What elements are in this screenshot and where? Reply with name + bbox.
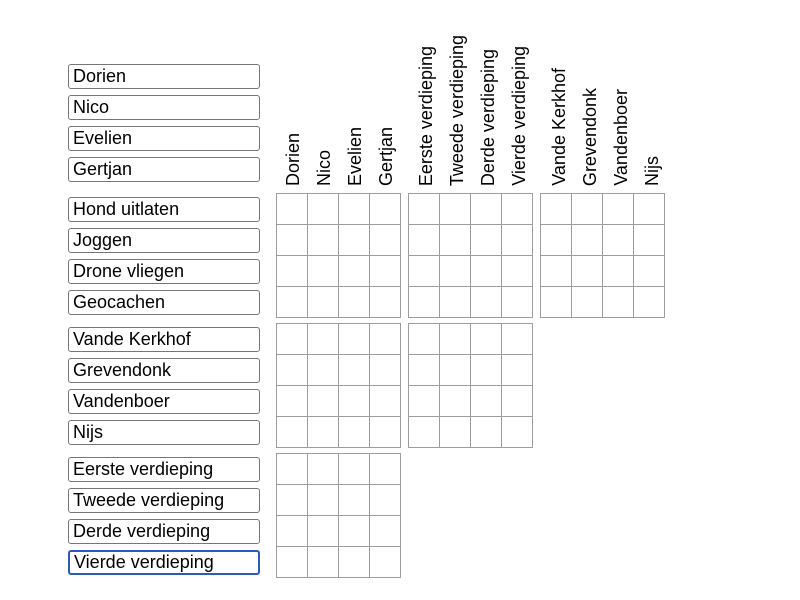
grid-cell[interactable]	[471, 287, 502, 318]
column-headers	[276, 0, 667, 186]
grid-cell[interactable]	[502, 256, 533, 287]
grid-cell[interactable]	[502, 386, 533, 417]
column-header-surnames-0: Vande Kerkhof	[548, 68, 569, 186]
grid-cell[interactable]	[370, 287, 401, 318]
grid-cell[interactable]	[541, 256, 572, 287]
column-header-slot	[370, 127, 401, 186]
column-header-slot	[574, 68, 605, 186]
grid-block-activities-floors	[408, 193, 533, 318]
grid-cell[interactable]	[409, 287, 440, 318]
grid-cell[interactable]	[370, 386, 401, 417]
label-input-names-1[interactable]	[68, 95, 260, 120]
column-header-surnames-2: Vandenboer	[610, 89, 631, 186]
grid-cell[interactable]	[308, 256, 339, 287]
grid-cell[interactable]	[339, 225, 370, 256]
grid-cell[interactable]	[502, 355, 533, 386]
column-header-slot	[339, 127, 370, 186]
grid-cell[interactable]	[370, 324, 401, 355]
grid-cell[interactable]	[308, 516, 339, 547]
column-header-slot	[472, 35, 503, 186]
header-group-names	[276, 127, 401, 186]
grid-cell[interactable]	[502, 225, 533, 256]
column-header-floors-3: Vierde verdieping	[508, 46, 529, 186]
grid-cell[interactable]	[409, 256, 440, 287]
column-header-surnames-3: Nijs	[641, 156, 662, 186]
column-header-slot	[441, 35, 472, 186]
block-row-activities	[276, 193, 665, 318]
grid-cell[interactable]	[370, 454, 401, 485]
grid-cell[interactable]	[339, 355, 370, 386]
column-header-names-1: Nico	[313, 149, 334, 186]
grid-cell[interactable]	[634, 225, 665, 256]
grid-cell[interactable]	[440, 417, 471, 448]
grid-cell[interactable]	[603, 225, 634, 256]
column-header-slot	[636, 68, 667, 186]
label-input-names-2[interactable]	[68, 126, 260, 151]
grid-cell[interactable]	[603, 287, 634, 318]
grid-cell[interactable]	[471, 355, 502, 386]
column-header-floors-2: Derde verdieping	[477, 48, 498, 186]
row-labels-activities	[68, 193, 260, 315]
column-header-slot	[605, 68, 636, 186]
grid-cell[interactable]	[409, 225, 440, 256]
grid-cell[interactable]	[541, 287, 572, 318]
grid-cell[interactable]	[370, 417, 401, 448]
grid-cell[interactable]	[339, 386, 370, 417]
grid-cell[interactable]	[277, 355, 308, 386]
grid-cell[interactable]	[308, 386, 339, 417]
grid-cell[interactable]	[440, 194, 471, 225]
grid-cell[interactable]	[339, 256, 370, 287]
grid-block-surnames-names	[276, 323, 401, 448]
grid-body	[0, 193, 665, 583]
column-header-slot	[543, 68, 574, 186]
grid-cell[interactable]	[308, 355, 339, 386]
label-input-surnames-3[interactable]	[68, 420, 260, 445]
grid-cell[interactable]	[440, 225, 471, 256]
label-input-surnames-0[interactable]	[68, 327, 260, 352]
grid-cell[interactable]	[409, 417, 440, 448]
column-header-slot	[308, 127, 339, 186]
grid-cell[interactable]	[409, 194, 440, 225]
label-input-floors-2[interactable]	[68, 519, 260, 544]
label-input-floors-1[interactable]	[68, 488, 260, 513]
grid-cell[interactable]	[572, 287, 603, 318]
label-input-names-3[interactable]	[68, 157, 260, 182]
grid-cell[interactable]	[308, 287, 339, 318]
column-header-names-2: Evelien	[344, 126, 365, 186]
column-header-floors-0: Eerste verdieping	[415, 45, 436, 186]
grid-cell[interactable]	[502, 287, 533, 318]
column-header-slot	[277, 127, 308, 186]
grid-cell[interactable]	[370, 485, 401, 516]
column-header-names-0: Dorien	[282, 132, 303, 186]
grid-cell[interactable]	[409, 324, 440, 355]
grid-cell[interactable]	[471, 256, 502, 287]
label-input-floors-3[interactable]	[68, 550, 260, 575]
grid-cell[interactable]	[440, 386, 471, 417]
grid-cell[interactable]	[277, 454, 308, 485]
grid-cell[interactable]	[572, 225, 603, 256]
label-input-surnames-2[interactable]	[68, 389, 260, 414]
grid-cell[interactable]	[572, 194, 603, 225]
label-input-activities-2[interactable]	[68, 259, 260, 284]
grid-cell[interactable]	[339, 324, 370, 355]
grid-cell[interactable]	[339, 194, 370, 225]
grid-cell[interactable]	[277, 516, 308, 547]
grid-cell[interactable]	[277, 417, 308, 448]
grid-cell[interactable]	[370, 355, 401, 386]
grid-cell[interactable]	[370, 225, 401, 256]
grid-cell[interactable]	[603, 194, 634, 225]
column-header-surnames-1: Grevendonk	[579, 87, 600, 186]
grid-cell[interactable]	[409, 386, 440, 417]
grid-cell[interactable]	[277, 225, 308, 256]
grid-cell[interactable]	[339, 547, 370, 578]
row-labels-floors	[68, 453, 260, 575]
grid-cell[interactable]	[541, 194, 572, 225]
grid-cell[interactable]	[308, 417, 339, 448]
grid-cell[interactable]	[541, 225, 572, 256]
column-header-names-3: Gertjan	[375, 126, 396, 186]
row-group-activities	[0, 193, 665, 318]
label-input-floors-0[interactable]	[68, 457, 260, 482]
header-group-floors	[409, 35, 534, 186]
grid-cell[interactable]	[502, 324, 533, 355]
grid-cell[interactable]	[308, 547, 339, 578]
grid-cell[interactable]	[277, 485, 308, 516]
grid-cell[interactable]	[634, 287, 665, 318]
grid-cell[interactable]	[308, 324, 339, 355]
grid-block-activities-names	[276, 193, 401, 318]
grid-cell[interactable]	[370, 256, 401, 287]
grid-block-surnames-floors	[408, 323, 533, 448]
block-row-floors	[276, 453, 401, 578]
grid-cell[interactable]	[277, 287, 308, 318]
grid-cell[interactable]	[471, 194, 502, 225]
grid-cell[interactable]	[440, 355, 471, 386]
grid-cell[interactable]	[634, 194, 665, 225]
header-group-surnames	[542, 68, 667, 186]
label-input-activities-3[interactable]	[68, 290, 260, 315]
grid-cell[interactable]	[339, 417, 370, 448]
grid-cell[interactable]	[409, 355, 440, 386]
grid-cell[interactable]	[370, 516, 401, 547]
grid-cell[interactable]	[339, 485, 370, 516]
column-header-floors-1: Tweede verdieping	[446, 34, 467, 186]
row-labels-surnames	[68, 323, 260, 445]
grid-block-floors-names	[276, 453, 401, 578]
grid-cell[interactable]	[502, 417, 533, 448]
grid-cell[interactable]	[308, 194, 339, 225]
grid-cell[interactable]	[502, 194, 533, 225]
column-header-slot	[503, 35, 534, 186]
label-input-surnames-1[interactable]	[68, 358, 260, 383]
grid-cell[interactable]	[308, 225, 339, 256]
block-row-surnames	[276, 323, 533, 448]
grid-block-activities-surnames	[540, 193, 665, 318]
grid-cell[interactable]	[440, 256, 471, 287]
grid-cell[interactable]	[471, 417, 502, 448]
grid-cell[interactable]	[603, 256, 634, 287]
grid-cell[interactable]	[308, 485, 339, 516]
grid-cell[interactable]	[471, 225, 502, 256]
grid-cell[interactable]	[440, 287, 471, 318]
column-header-slot	[410, 35, 441, 186]
grid-cell[interactable]	[471, 386, 502, 417]
grid-cell[interactable]	[634, 256, 665, 287]
row-labels-top-left	[68, 64, 260, 182]
grid-cell[interactable]	[370, 547, 401, 578]
row-group-surnames	[0, 323, 665, 448]
grid-cell[interactable]	[339, 287, 370, 318]
row-group-floors	[0, 453, 665, 578]
grid-cell[interactable]	[277, 324, 308, 355]
label-input-activities-0[interactable]	[68, 197, 260, 222]
grid-cell[interactable]	[277, 547, 308, 578]
grid-cell[interactable]	[339, 516, 370, 547]
grid-cell[interactable]	[277, 386, 308, 417]
grid-cell[interactable]	[370, 194, 401, 225]
grid-cell[interactable]	[277, 194, 308, 225]
grid-cell[interactable]	[572, 256, 603, 287]
label-input-activities-1[interactable]	[68, 228, 260, 253]
label-input-names-0[interactable]	[68, 64, 260, 89]
grid-cell[interactable]	[339, 454, 370, 485]
grid-cell[interactable]	[440, 324, 471, 355]
grid-cell[interactable]	[471, 324, 502, 355]
grid-cell[interactable]	[277, 256, 308, 287]
grid-cell[interactable]	[308, 454, 339, 485]
